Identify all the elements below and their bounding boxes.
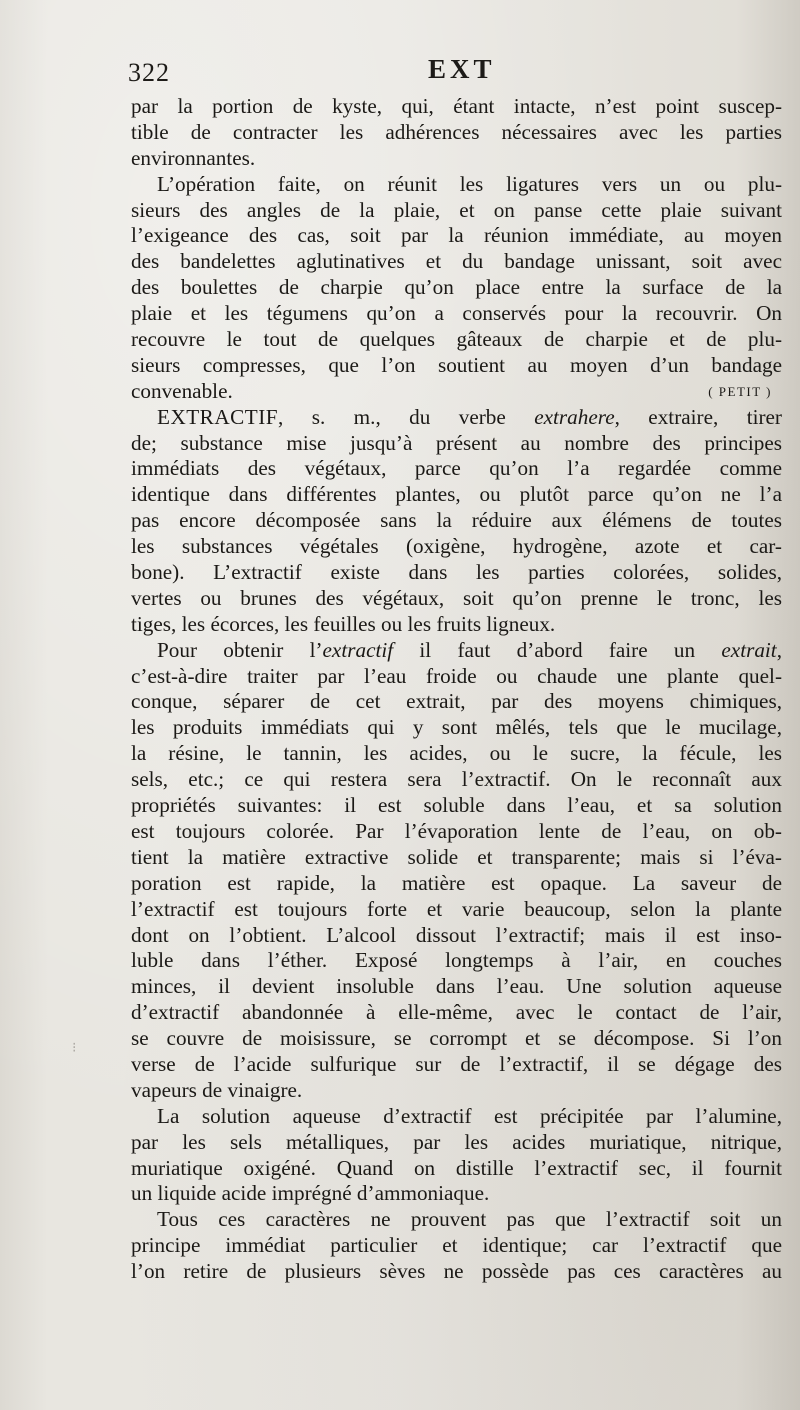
- text-line: [131, 948, 782, 974]
- text-line: [131, 379, 782, 405]
- text-line: [131, 1130, 782, 1156]
- text-run: les substances végétales (oxigène, hydrogène, azote et car-: [131, 534, 782, 559]
- text-run: des bandelettes aglutinatives et du bandage unissant, soit avec: [131, 249, 782, 274]
- text-line: [131, 456, 782, 482]
- text-line: [131, 353, 782, 379]
- text-line: [131, 897, 782, 923]
- text-run: muriatique oxigéné. Quand on distille l’extractif sec, il fournit: [131, 1155, 782, 1180]
- text-run: luble dans l’éther. Exposé longtemps à l’air, en couches: [131, 948, 782, 973]
- entry-headword: EXTRACTIF: [157, 404, 279, 429]
- text-run: un liquide acide imprégné d’ammoniaque.: [131, 1181, 490, 1206]
- text-line: [131, 793, 782, 819]
- italic-term: extrait: [721, 637, 777, 662]
- text-line: [131, 767, 782, 793]
- text-line: [131, 1078, 782, 1104]
- text-run: poration est rapide, la matière est opaque. La saveur de: [131, 870, 782, 895]
- text-line: [131, 172, 782, 198]
- text-line-content: [131, 379, 233, 405]
- text-run: de; substance mise jusqu’à présent au nombre des principes: [131, 430, 782, 455]
- text-run: identique dans différentes plantes, ou plutôt parce qu’on ne l’a: [131, 482, 782, 507]
- text-line: [131, 741, 782, 767]
- text-line: [131, 586, 782, 612]
- text-run: l’extractif est toujours forte et varie beaucoup, selon la plante: [131, 896, 782, 921]
- text-run: Pour obtenir l’: [157, 637, 323, 662]
- text-run: c’est-à-dire traiter par l’eau froide ou chaude une plante quel-: [131, 663, 782, 688]
- text-line: [131, 508, 782, 534]
- text-run: est toujours colorée. Par l’évaporation lente de l’eau, on ob-: [131, 818, 782, 843]
- text-run: par les sels métalliques, par les acides muriatique, nitrique,: [131, 1129, 782, 1154]
- text-line: [131, 120, 782, 146]
- text-line: [131, 845, 782, 871]
- text-run: il faut d’abord faire un: [393, 637, 722, 662]
- text-line: [131, 1052, 782, 1078]
- author-signature: ( PETIT ): [708, 383, 772, 399]
- text-run: ,: [776, 637, 782, 662]
- text-line: [131, 819, 782, 845]
- text-run: minces, il devient insoluble dans l’eau. Une solution aqueuse: [131, 974, 782, 999]
- text-line: [131, 560, 782, 586]
- text-line: [131, 638, 782, 664]
- text-run: se couvre de moisissure, se corrompt et se décompose. Si l’on: [131, 1026, 782, 1051]
- text-run: d’extractif abandonnée à elle-même, avec le contact de l’air,: [131, 1000, 782, 1025]
- text-line: [131, 612, 782, 638]
- text-run: , extraire, tirer: [614, 404, 782, 429]
- text-line: [131, 1000, 782, 1026]
- text-run: par la portion de kyste, qui, étant intacte, n’est point suscep-: [131, 94, 782, 118]
- text-run: vapeurs de vinaigre.: [131, 1077, 303, 1102]
- text-run: L’opération faite, on réunit les ligatures vers un ou plu-: [157, 171, 782, 196]
- text-run: La solution aqueuse d’extractif est précipitée par l’alumine,: [157, 1103, 782, 1128]
- italic-term: extrahere: [534, 404, 615, 429]
- text-run: bone). L’extractif existe dans les parties colorées, solides,: [131, 560, 782, 585]
- text-line: [131, 405, 782, 431]
- text-run: tiges, les écorces, les feuilles ou les fruits ligneux.: [131, 611, 556, 636]
- text-line: [131, 689, 782, 715]
- text-run: tible de contracter les adhérences nécessaires avec les parties: [131, 119, 782, 144]
- text-line: [131, 715, 782, 741]
- text-run: verse de l’acide sulfurique sur de l’extractif, il se dégage des: [131, 1051, 782, 1076]
- body-text: [131, 94, 782, 1285]
- text-run: , s. m., du verbe: [278, 404, 535, 429]
- text-line: [131, 534, 782, 560]
- text-line: [131, 223, 782, 249]
- text-run: propriétés suivantes: il est soluble dans l’eau, et sa solution: [131, 793, 782, 818]
- text-line: [131, 301, 782, 327]
- text-run: Tous ces caractères ne prouvent pas que l’extractif soit un: [157, 1207, 782, 1232]
- text-run: environnantes.: [131, 145, 256, 170]
- italic-term: extractif: [322, 637, 394, 662]
- text-run: plaie et les tégumens qu’on a conservés pour la recouvrir. On: [131, 301, 782, 326]
- text-run: les produits immédiats qui y sont mêlés, tels que le mucilage,: [131, 715, 782, 740]
- page-number: 322: [128, 58, 170, 87]
- text-line: [131, 974, 782, 1000]
- text-run: sieurs compresses, que l’on soutient au moyen d’un bandage: [131, 352, 782, 377]
- text-line: [131, 198, 782, 224]
- running-head: EXT: [428, 54, 496, 84]
- text-run: vertes ou brunes des végétaux, soit qu’on prenne le tronc, les: [131, 585, 782, 610]
- text-line: [131, 1181, 782, 1207]
- text-run: sieurs des angles de la plaie, et on panse cette plaie suivant: [131, 197, 782, 222]
- text-line: [131, 482, 782, 508]
- text-run: des boulettes de charpie qu’on place entre la surface de la: [131, 275, 782, 300]
- text-line: [131, 1207, 782, 1233]
- margin-mark: ⁝: [72, 1040, 77, 1056]
- text-line: [131, 871, 782, 897]
- text-line: [131, 1156, 782, 1182]
- text-line: [131, 146, 782, 172]
- text-line: [131, 1104, 782, 1130]
- text-run: convenable.: [131, 378, 233, 403]
- text-line: [131, 1026, 782, 1052]
- text-line: [131, 431, 782, 457]
- text-run: l’exigeance des cas, soit par la réunion immédiate, au moyen: [131, 223, 782, 248]
- text-run: pas encore décomposée sans la réduire aux élémens de toutes: [131, 508, 782, 533]
- text-line: [131, 275, 782, 301]
- text-run: principe immédiat particulier et identique; car l’extractif que: [131, 1233, 782, 1258]
- text-line: [131, 94, 782, 120]
- text-line: [131, 327, 782, 353]
- text-line: [131, 1233, 782, 1259]
- text-run: dont on l’obtient. L’alcool dissout l’extractif; mais il est inso-: [131, 922, 782, 947]
- text-run: l’on retire de plusieurs sèves ne possède pas ces caractères au: [131, 1259, 782, 1284]
- text-run: recouvre le tout de quelques gâteaux de charpie et de plu-: [131, 327, 782, 352]
- text-run: la résine, le tannin, les acides, ou le sucre, la fécule, les: [131, 741, 782, 766]
- text-run: tient la matière extractive solide et transparente; mais si l’éva-: [131, 844, 782, 869]
- page-header: [128, 52, 776, 92]
- text-line: [131, 249, 782, 275]
- text-line: [131, 923, 782, 949]
- text-line: [131, 1259, 782, 1285]
- text-run: sels, etc.; ce qui restera sera l’extractif. On le reconnaît aux: [131, 767, 782, 792]
- text-line: [131, 664, 782, 690]
- text-run: immédiats des végétaux, parce qu’on l’a regardée comme: [131, 456, 782, 481]
- text-run: conque, séparer de cet extrait, par des moyens chimiques,: [131, 689, 782, 714]
